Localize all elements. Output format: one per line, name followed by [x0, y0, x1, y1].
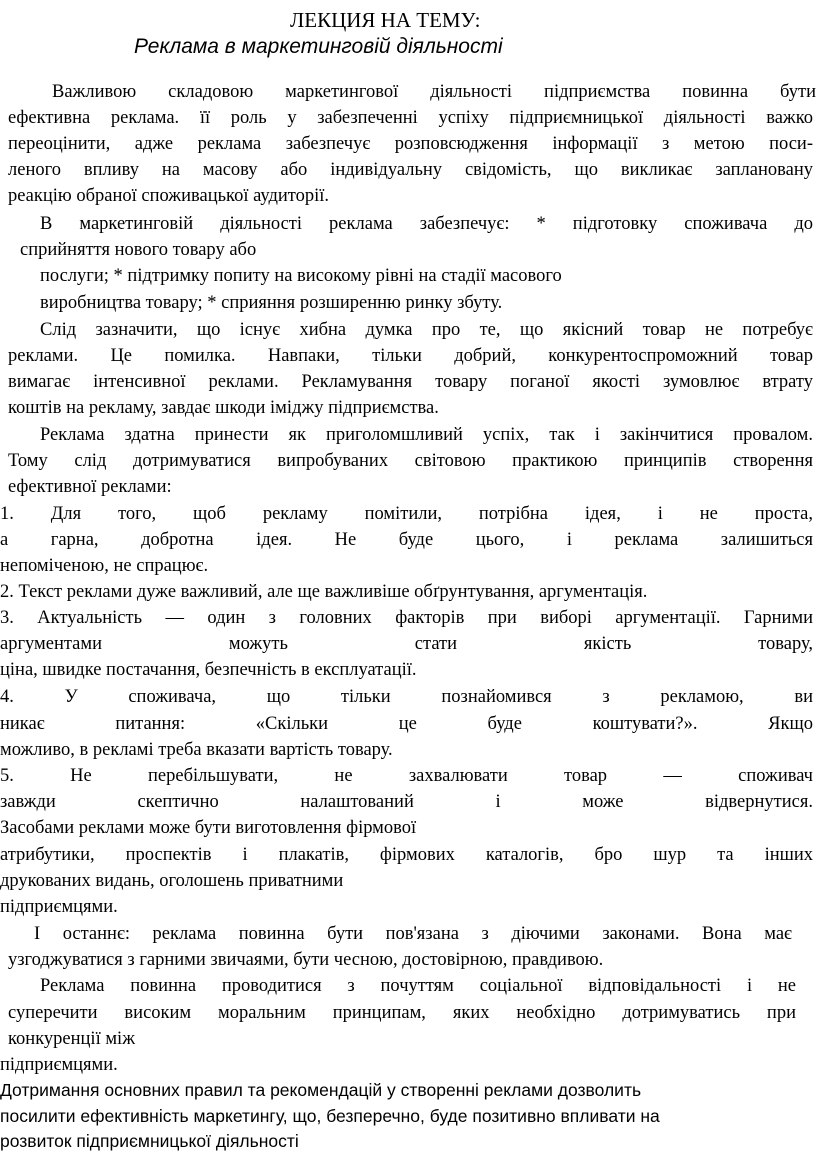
text-line: узгоджуватися з гарними звичаями, бути чесною, достовірною, правдивою.: [8, 950, 604, 970]
text-line: 5. Не перебільшувати, не захвалювати товар — споживач: [0, 766, 813, 786]
text-line: вимагає інтенсивної реклами. Рекламування товару поганої якості зумовлює втрату: [8, 372, 813, 392]
text-line: суперечити високим моральним принципам, яких необхідно дотримуватись при: [8, 1003, 796, 1023]
text-line: підприємцями.: [0, 1055, 118, 1075]
lecture-topic: Реклама в маркетинговій діяльності: [134, 35, 503, 58]
text-line: ефективна реклама. її роль у забезпеченні успіху підприємницької діяльності важко: [8, 108, 813, 128]
text-line: леного впливу на масову або індивідуальну свідомість, що викликає заплановану: [8, 160, 813, 180]
text-line: Тому слід дотримуватися випробуваних світовою практикою принципів створення: [8, 451, 813, 471]
text-line: 4. У споживача, що тільки познайомився з рекламою, ви: [0, 687, 813, 707]
text-line: 2. Текст реклами дуже важливий, але ще важливіше обґрунтування, аргументація.: [0, 582, 648, 602]
text-line: реклами. Це помилка. Навпаки, тільки добрий, конкурентоспроможний товар: [8, 346, 813, 366]
text-line: завжди скептично налаштований і може відвернутися.: [0, 792, 813, 812]
text-line: а гарна, добротна ідея. Не буде цього, і реклама залишиться: [0, 530, 813, 550]
text-line: розвиток підприємницької діяльності: [0, 1131, 299, 1151]
text-line: сприйняття нового товару або: [20, 240, 257, 260]
text-line: 3. Актуальність — один з головних факторів при виборі аргументації. Гарними: [0, 608, 813, 628]
text-line: аргументами можуть стати якість товару,: [0, 634, 813, 654]
text-line: послуги; * підтримку попиту на високому рівні на стадії масового: [40, 266, 562, 286]
text-line: 1. Для того, щоб рекламу помітили, потрібна ідея, і не проста,: [0, 504, 813, 524]
text-line: реакцію обраної споживацької аудиторії.: [8, 186, 330, 206]
text-line: никає питання: «Скільки це буде коштувати?». Якщо: [0, 714, 813, 734]
text-line: підприємцями.: [0, 897, 118, 917]
text-line: І останнє: реклама повинна бути пов'язана з діючими законами. Вона має: [34, 924, 792, 944]
text-line: Засобами реклами може бути виготовлення фірмової: [0, 818, 417, 838]
text-line: виробництва товару; * сприяння розширенню ринку збуту.: [40, 293, 503, 313]
text-line: Важливою складовою маркетингової діяльності підприємства повинна бути: [52, 82, 816, 102]
text-line: посилити ефективність маркетингу, що, безперечно, буде позитивно впливати на: [0, 1106, 660, 1126]
text-line: Реклама повинна проводитися з почуттям соціальної відповідальності і не: [40, 976, 796, 996]
text-line: переоцінити, адже реклама забезпечує розповсюдження інформації з метою поси-: [8, 134, 813, 154]
text-line: В маркетинговій діяльності реклама забезпечує: * підготовку споживача до: [40, 214, 813, 234]
text-line: конкуренції між: [8, 1029, 135, 1049]
text-line: коштів на рекламу, завдає шкоди іміджу підприємства.: [8, 398, 439, 418]
text-line: непоміченою, не спрацює.: [0, 556, 209, 576]
text-line: Слід зазначити, що існує хибна думка про те, що якісний товар не потребує: [40, 320, 813, 340]
text-line: атрибутики, проспектів і плакатів, фірмових каталогів, бро шур та інших: [0, 845, 813, 865]
text-line: можливо, в рекламі треба вказати вартість товару.: [0, 740, 393, 760]
text-line: друкованих видань, оголошень приватними: [0, 871, 344, 891]
lecture-heading: ЛЕКЦИЯ НА ТЕМУ:: [290, 8, 481, 32]
text-line: ціна, швидке постачання, безпечність в експлуатації.: [0, 660, 417, 680]
text-line: Дотримання основних правил та рекомендацій у створенні реклами дозволить: [0, 1080, 642, 1100]
text-line: ефективної реклами:: [8, 477, 172, 497]
text-line: Реклама здатна принести як приголомшливий успіх, так і закінчитися провалом.: [40, 425, 813, 445]
